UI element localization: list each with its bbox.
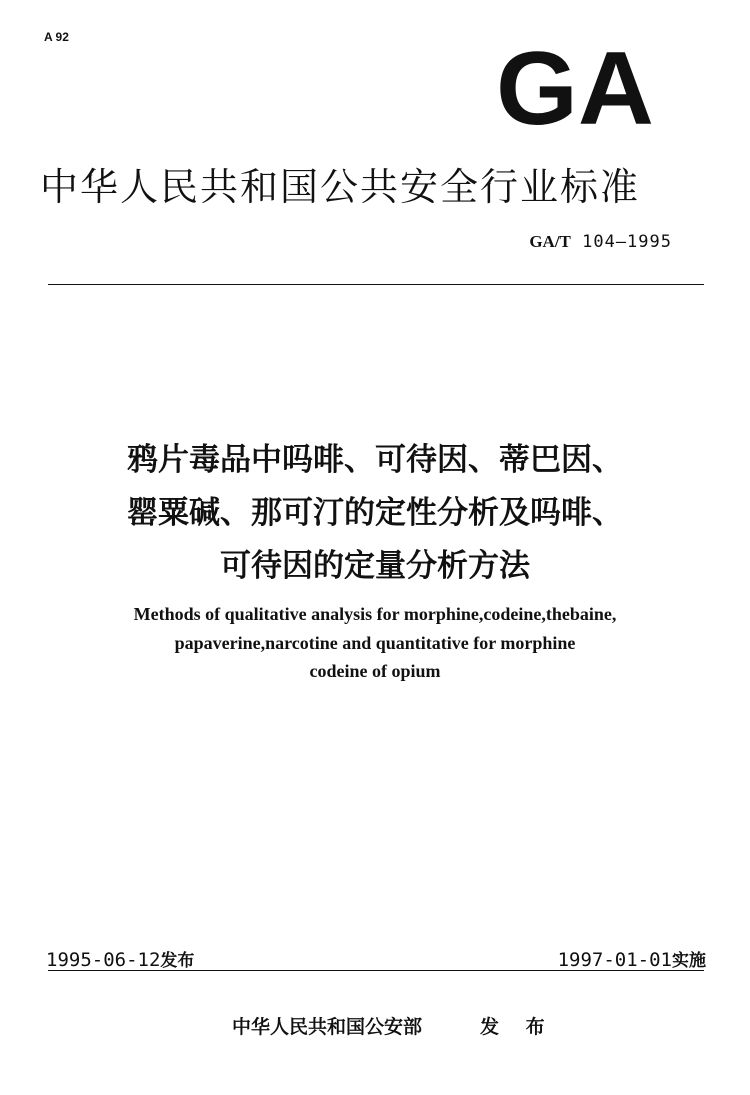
ga-logo-mark bbox=[494, 46, 658, 128]
standard-prefix: GA/T bbox=[529, 232, 571, 251]
classification-code: A 92 bbox=[44, 30, 69, 44]
effective-date-label: 实施 bbox=[672, 951, 706, 971]
zh-title-line-3: 可待因的定量分析方法 bbox=[220, 548, 530, 584]
zh-title-line-1: 鸦片毒品中吗啡、可待因、蒂巴因、 bbox=[127, 442, 623, 478]
effective-date-value: 1997-01-01 bbox=[557, 949, 672, 971]
issue-date-label: 发布 bbox=[160, 951, 195, 971]
issuer-title: 中华人民共和国公共安全行业标准 bbox=[40, 165, 641, 209]
issue-date bbox=[46, 946, 194, 971]
publisher-name: 中华人民共和国公安部 bbox=[232, 1016, 423, 1038]
footer-divider bbox=[48, 970, 704, 971]
en-title-line-3: codeine of opium bbox=[309, 661, 441, 681]
en-title-line-1: Methods of qualitative analysis for morphine,codeine,thebaine, bbox=[133, 604, 617, 624]
header-divider bbox=[48, 284, 704, 285]
en-title-line-2: papaverine,narcotine and quantitative for morphine bbox=[174, 633, 576, 653]
ga-logo bbox=[494, 46, 658, 128]
issue-date-value: 1995-06-12 bbox=[46, 949, 161, 971]
standard-number bbox=[529, 232, 672, 252]
effective-date bbox=[558, 946, 706, 971]
standard-number-digits: 104—1995 bbox=[570, 232, 672, 252]
publish-label: 发 布 bbox=[480, 1016, 555, 1038]
zh-title-line-2: 罂粟碱、那可汀的定性分析及吗啡、 bbox=[127, 495, 623, 531]
ga-logo-text: GA bbox=[496, 46, 654, 128]
